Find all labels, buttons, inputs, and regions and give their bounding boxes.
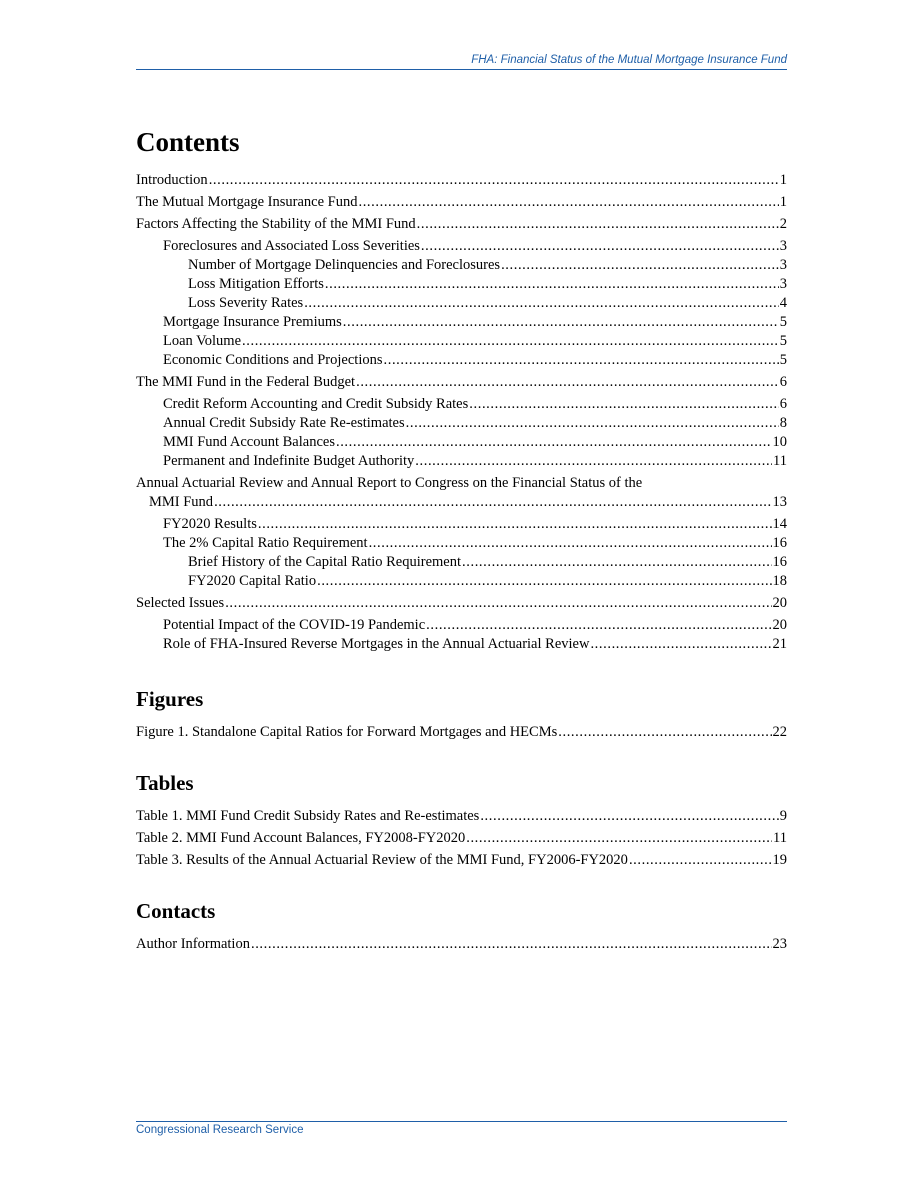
toc-entry-page: 5 [779, 314, 787, 330]
dot-leader [590, 635, 771, 654]
toc-entry-page: 5 [779, 333, 787, 349]
toc-entry-selected-issues[interactable] [136, 594, 787, 613]
toc-entry-page: 3 [779, 276, 787, 292]
dot-leader [225, 594, 771, 613]
toc-entry-page: 18 [772, 573, 787, 589]
toc-entry-page: 11 [773, 453, 787, 469]
toc-entry-label: Number of Mortgage Delinquencies and Foreclosures [188, 257, 501, 273]
toc-entry-page: 10 [772, 434, 787, 450]
dot-leader [209, 171, 779, 190]
toc-entry-page: 9 [779, 808, 787, 824]
toc-entry-loss-severity[interactable] [136, 294, 787, 313]
toc-entry-fy2020-capital-ratio[interactable] [136, 572, 787, 591]
toc-entry-reverse-mortgages[interactable] [136, 635, 787, 654]
toc-entry-table-1[interactable] [136, 807, 787, 826]
toc-entry-page: 21 [772, 636, 787, 652]
toc-entry-label: MMI Fund [149, 494, 214, 510]
toc-entry-page: 23 [772, 936, 787, 952]
dot-leader [242, 332, 779, 351]
toc-entry-page: 14 [772, 516, 787, 532]
toc-entry-label: Figure 1. Standalone Capital Ratios for Forward Mortgages and HECMs [136, 724, 558, 740]
toc-entry-page: 2 [779, 216, 787, 232]
toc-entry-loan-volume[interactable] [136, 332, 787, 351]
toc-entry-label: Introduction [136, 172, 208, 188]
toc-entry-label: Credit Reform Accounting and Credit Subsidy Rates [163, 396, 469, 412]
dot-leader [466, 829, 772, 848]
toc-entry-label: The MMI Fund in the Federal Budget [136, 374, 356, 390]
toc-entry-delinquencies[interactable] [136, 256, 787, 275]
toc-entry-label-line [136, 474, 787, 493]
toc-entry-page: 19 [772, 852, 787, 868]
toc-entry-introduction[interactable] [136, 171, 787, 190]
dot-leader [317, 572, 771, 591]
toc-entry-fy2020-results[interactable] [136, 515, 787, 534]
toc-entry-label: Loss Mitigation Efforts [188, 276, 324, 292]
dot-leader [417, 215, 779, 234]
toc-entry-label: Author Information [136, 936, 250, 952]
section-spacer [136, 742, 787, 768]
toc-entry-brief-history[interactable] [136, 553, 787, 572]
dot-leader [421, 237, 779, 256]
toc-entry-page: 6 [779, 374, 787, 390]
toc-entry-page: 22 [772, 724, 787, 740]
toc-entry-label: Annual Credit Subsidy Rate Re-estimates [163, 415, 405, 431]
header-divider [136, 69, 787, 70]
contacts-list [136, 935, 787, 954]
toc-entry-page: 5 [779, 352, 787, 368]
dot-leader [406, 414, 779, 433]
table-of-contents [136, 122, 787, 954]
toc-entry-credit-reform[interactable] [136, 395, 787, 414]
toc-entry-label-line [136, 493, 787, 512]
toc-entry-label: Annual Actuarial Review and Annual Report to Congress on the Financial Status of the [136, 475, 643, 491]
toc-entry-page: 20 [772, 595, 787, 611]
toc-entry-label: Foreclosures and Associated Loss Severities [163, 238, 420, 254]
toc-entry-label: FY2020 Results [163, 516, 257, 532]
running-footer: Congressional Research Service [136, 1124, 304, 1136]
toc-entry-page: 13 [772, 494, 787, 510]
running-header: FHA: Financial Status of the Mutual Mortgage Insurance Fund [471, 54, 787, 66]
toc-entry-capital-ratio-requirement[interactable] [136, 534, 787, 553]
toc-entry-label: The Mutual Mortgage Insurance Fund [136, 194, 358, 210]
toc-entry-page: 3 [779, 257, 787, 273]
toc-entry-table-3[interactable] [136, 851, 787, 870]
toc-entry-page: 16 [772, 554, 787, 570]
toc-entry-account-balances[interactable] [136, 433, 787, 452]
dot-leader [325, 275, 779, 294]
toc-entry-label: Loan Volume [163, 333, 242, 349]
dot-leader [462, 553, 771, 572]
toc-entry-factors-stability[interactable] [136, 215, 787, 234]
toc-entry-actuarial-review[interactable] [136, 474, 787, 512]
toc-entry-premiums[interactable] [136, 313, 787, 332]
toc-entry-label: Table 2. MMI Fund Account Balances, FY2008-FY2020 [136, 830, 466, 846]
toc-entry-label: Table 3. Results of the Annual Actuarial Review of the MMI Fund, FY2006-FY2020 [136, 852, 628, 868]
toc-entry-label: Economic Conditions and Projections [163, 352, 383, 368]
dot-leader [358, 193, 778, 212]
toc-entry-label: Table 1. MMI Fund Credit Subsidy Rates and Re-estimates [136, 808, 480, 824]
contacts-heading: Contacts [136, 899, 216, 923]
toc-entry-label: Mortgage Insurance Premiums [163, 314, 342, 330]
dot-leader [258, 515, 772, 534]
toc-entry-re-estimates[interactable] [136, 414, 787, 433]
toc-entry-label: Factors Affecting the Stability of the MMI Fund [136, 216, 416, 232]
tables-list [136, 807, 787, 870]
figures-list [136, 723, 787, 742]
toc-entry-label: Role of FHA-Insured Reverse Mortgages in the Annual Actuarial Review [163, 636, 590, 652]
dot-leader [480, 807, 778, 826]
toc-entry-page: 20 [772, 617, 787, 633]
toc-entry-budget-authority[interactable] [136, 452, 787, 471]
toc-entry-page: 1 [779, 194, 787, 210]
toc-entry-label: Permanent and Indefinite Budget Authority [163, 453, 415, 469]
tables-heading: Tables [136, 771, 194, 795]
toc-entry-label: Potential Impact of the COVID-19 Pandemic [163, 617, 426, 633]
dot-leader [369, 534, 772, 553]
toc-entry-page: 8 [779, 415, 787, 431]
section-spacer [136, 870, 787, 896]
toc-entry-loss-mitigation[interactable] [136, 275, 787, 294]
toc-entry-label: The 2% Capital Ratio Requirement [163, 535, 368, 551]
toc-entry-page: 4 [779, 295, 787, 311]
toc-entry-label: MMI Fund Account Balances [163, 434, 335, 450]
dot-leader [214, 493, 771, 512]
toc-entry-author-information[interactable] [136, 935, 787, 954]
toc-entry-covid-impact[interactable] [136, 616, 787, 635]
toc-entry-page: 3 [779, 238, 787, 254]
dot-leader [629, 851, 772, 870]
dot-leader [336, 433, 772, 452]
toc-entry-page: 1 [779, 172, 787, 188]
toc-entry-label: Loss Severity Rates [188, 295, 304, 311]
toc-entry-page: 6 [779, 396, 787, 412]
dot-leader [501, 256, 779, 275]
toc-entry-mmi-fund[interactable] [136, 193, 787, 212]
dot-leader [304, 294, 779, 313]
toc-entry-label: Selected Issues [136, 595, 225, 611]
dot-leader [558, 723, 771, 742]
section-spacer [136, 654, 787, 684]
dot-leader [356, 373, 779, 392]
footer-divider [136, 1121, 787, 1122]
toc-entry-federal-budget[interactable] [136, 373, 787, 392]
dot-leader [426, 616, 771, 635]
dot-leader [469, 395, 778, 414]
toc-entry-foreclosures[interactable] [136, 237, 787, 256]
toc-entry-table-2[interactable] [136, 829, 787, 848]
toc-entry-page: 16 [772, 535, 787, 551]
toc-entry-page: 11 [773, 830, 787, 846]
toc-entry-label: Brief History of the Capital Ratio Requirement [188, 554, 462, 570]
toc-entry-label: FY2020 Capital Ratio [188, 573, 317, 589]
dot-leader [251, 935, 772, 954]
dot-leader [343, 313, 779, 332]
contents-list [136, 171, 787, 654]
toc-entry-economic-conditions[interactable] [136, 351, 787, 370]
dot-leader [415, 452, 772, 471]
figures-heading: Figures [136, 687, 204, 711]
toc-entry-figure-1[interactable] [136, 723, 787, 742]
contents-heading: Contents [136, 127, 240, 157]
dot-leader [384, 351, 779, 370]
